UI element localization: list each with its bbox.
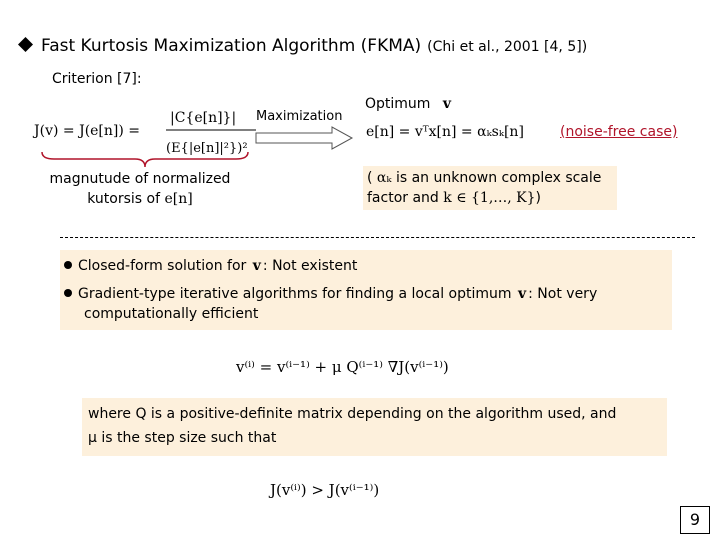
where-line2: μ is the step size such that <box>88 430 277 446</box>
slide-title <box>18 36 587 56</box>
svg-text:|C{e[n]}|: |C{e[n]}| <box>170 110 237 126</box>
bullet-2-text: Gradient-type iterative algorithms for finding a local optimum <box>78 286 512 302</box>
maximization-label: Maximization <box>256 109 343 124</box>
optimum-label-text: Optimum <box>365 96 431 112</box>
optimum-symbol: v <box>442 96 452 112</box>
bullet-1-symbol: v <box>252 258 261 274</box>
bullet-item-closed-form <box>64 255 668 277</box>
bullet-1-text: Closed-form solution for <box>78 258 247 274</box>
criterion-label: Criterion [7]: <box>52 71 142 87</box>
where-box <box>82 398 667 456</box>
dashed-separator <box>60 237 695 238</box>
title-text: Fast Kurtosis Maximization Algorithm (FKMA) <box>41 36 422 56</box>
bullet-dot-icon <box>64 289 72 297</box>
box-line2-text: factor and <box>367 190 439 206</box>
k-set-math: k ∈ {1,…, K} <box>443 190 536 206</box>
right-arrow-icon <box>254 126 354 150</box>
brace-caption-line1: magnutude of normalized <box>49 171 231 187</box>
noise-free-note: (noise-free case) <box>560 124 678 140</box>
optimum-label <box>365 96 451 112</box>
brace-caption-line2: kutorsis of <box>87 191 161 207</box>
svg-text:(E{|e[n]|²})²: (E{|e[n]|²})² <box>166 141 248 156</box>
bullets-box <box>60 250 672 330</box>
box-line1-text: is an unknown complex scale <box>395 170 602 186</box>
brace-caption <box>30 169 250 209</box>
bullet-item-gradient <box>64 283 668 323</box>
bullet-2-line2: computationally efficient <box>84 306 259 322</box>
alpha-symbol: αₖ <box>376 170 392 186</box>
bullet-2-symbol: v <box>518 286 527 302</box>
title-citation: (Chi et al., 2001 [4, 5]) <box>427 39 588 55</box>
optimum-equation: e[n] = vᵀx[n] = αₖsₖ[n] <box>366 124 524 140</box>
page-number: 9 <box>680 506 710 534</box>
diamond-bullet-icon <box>18 37 33 52</box>
box-open-paren: ( <box>367 170 373 186</box>
bullet-1-tail: : Not existent <box>262 258 358 274</box>
red-brace-icon <box>40 150 250 170</box>
bullet-2-tail: : Not very <box>528 286 598 302</box>
brace-caption-symbol: e[n] <box>164 191 193 207</box>
update-equation: v⁽ⁱ⁾ = v⁽ⁱ⁻¹⁾ + μ Q⁽ⁱ⁻¹⁾ ∇J(v⁽ⁱ⁻¹⁾) <box>236 358 449 376</box>
where-line1: where Q is a positive-definite matrix depending on the algorithm used, and <box>88 406 617 422</box>
svg-text:J(v) = J(e[n]) =: J(v) = J(e[n]) = <box>34 123 141 139</box>
inequality-equation: J(v⁽ⁱ⁾) > J(v⁽ⁱ⁻¹⁾) <box>270 481 380 499</box>
bullet-dot-icon <box>64 261 72 269</box>
optimum-info-box <box>363 166 617 210</box>
box-close-paren: ) <box>535 190 542 206</box>
